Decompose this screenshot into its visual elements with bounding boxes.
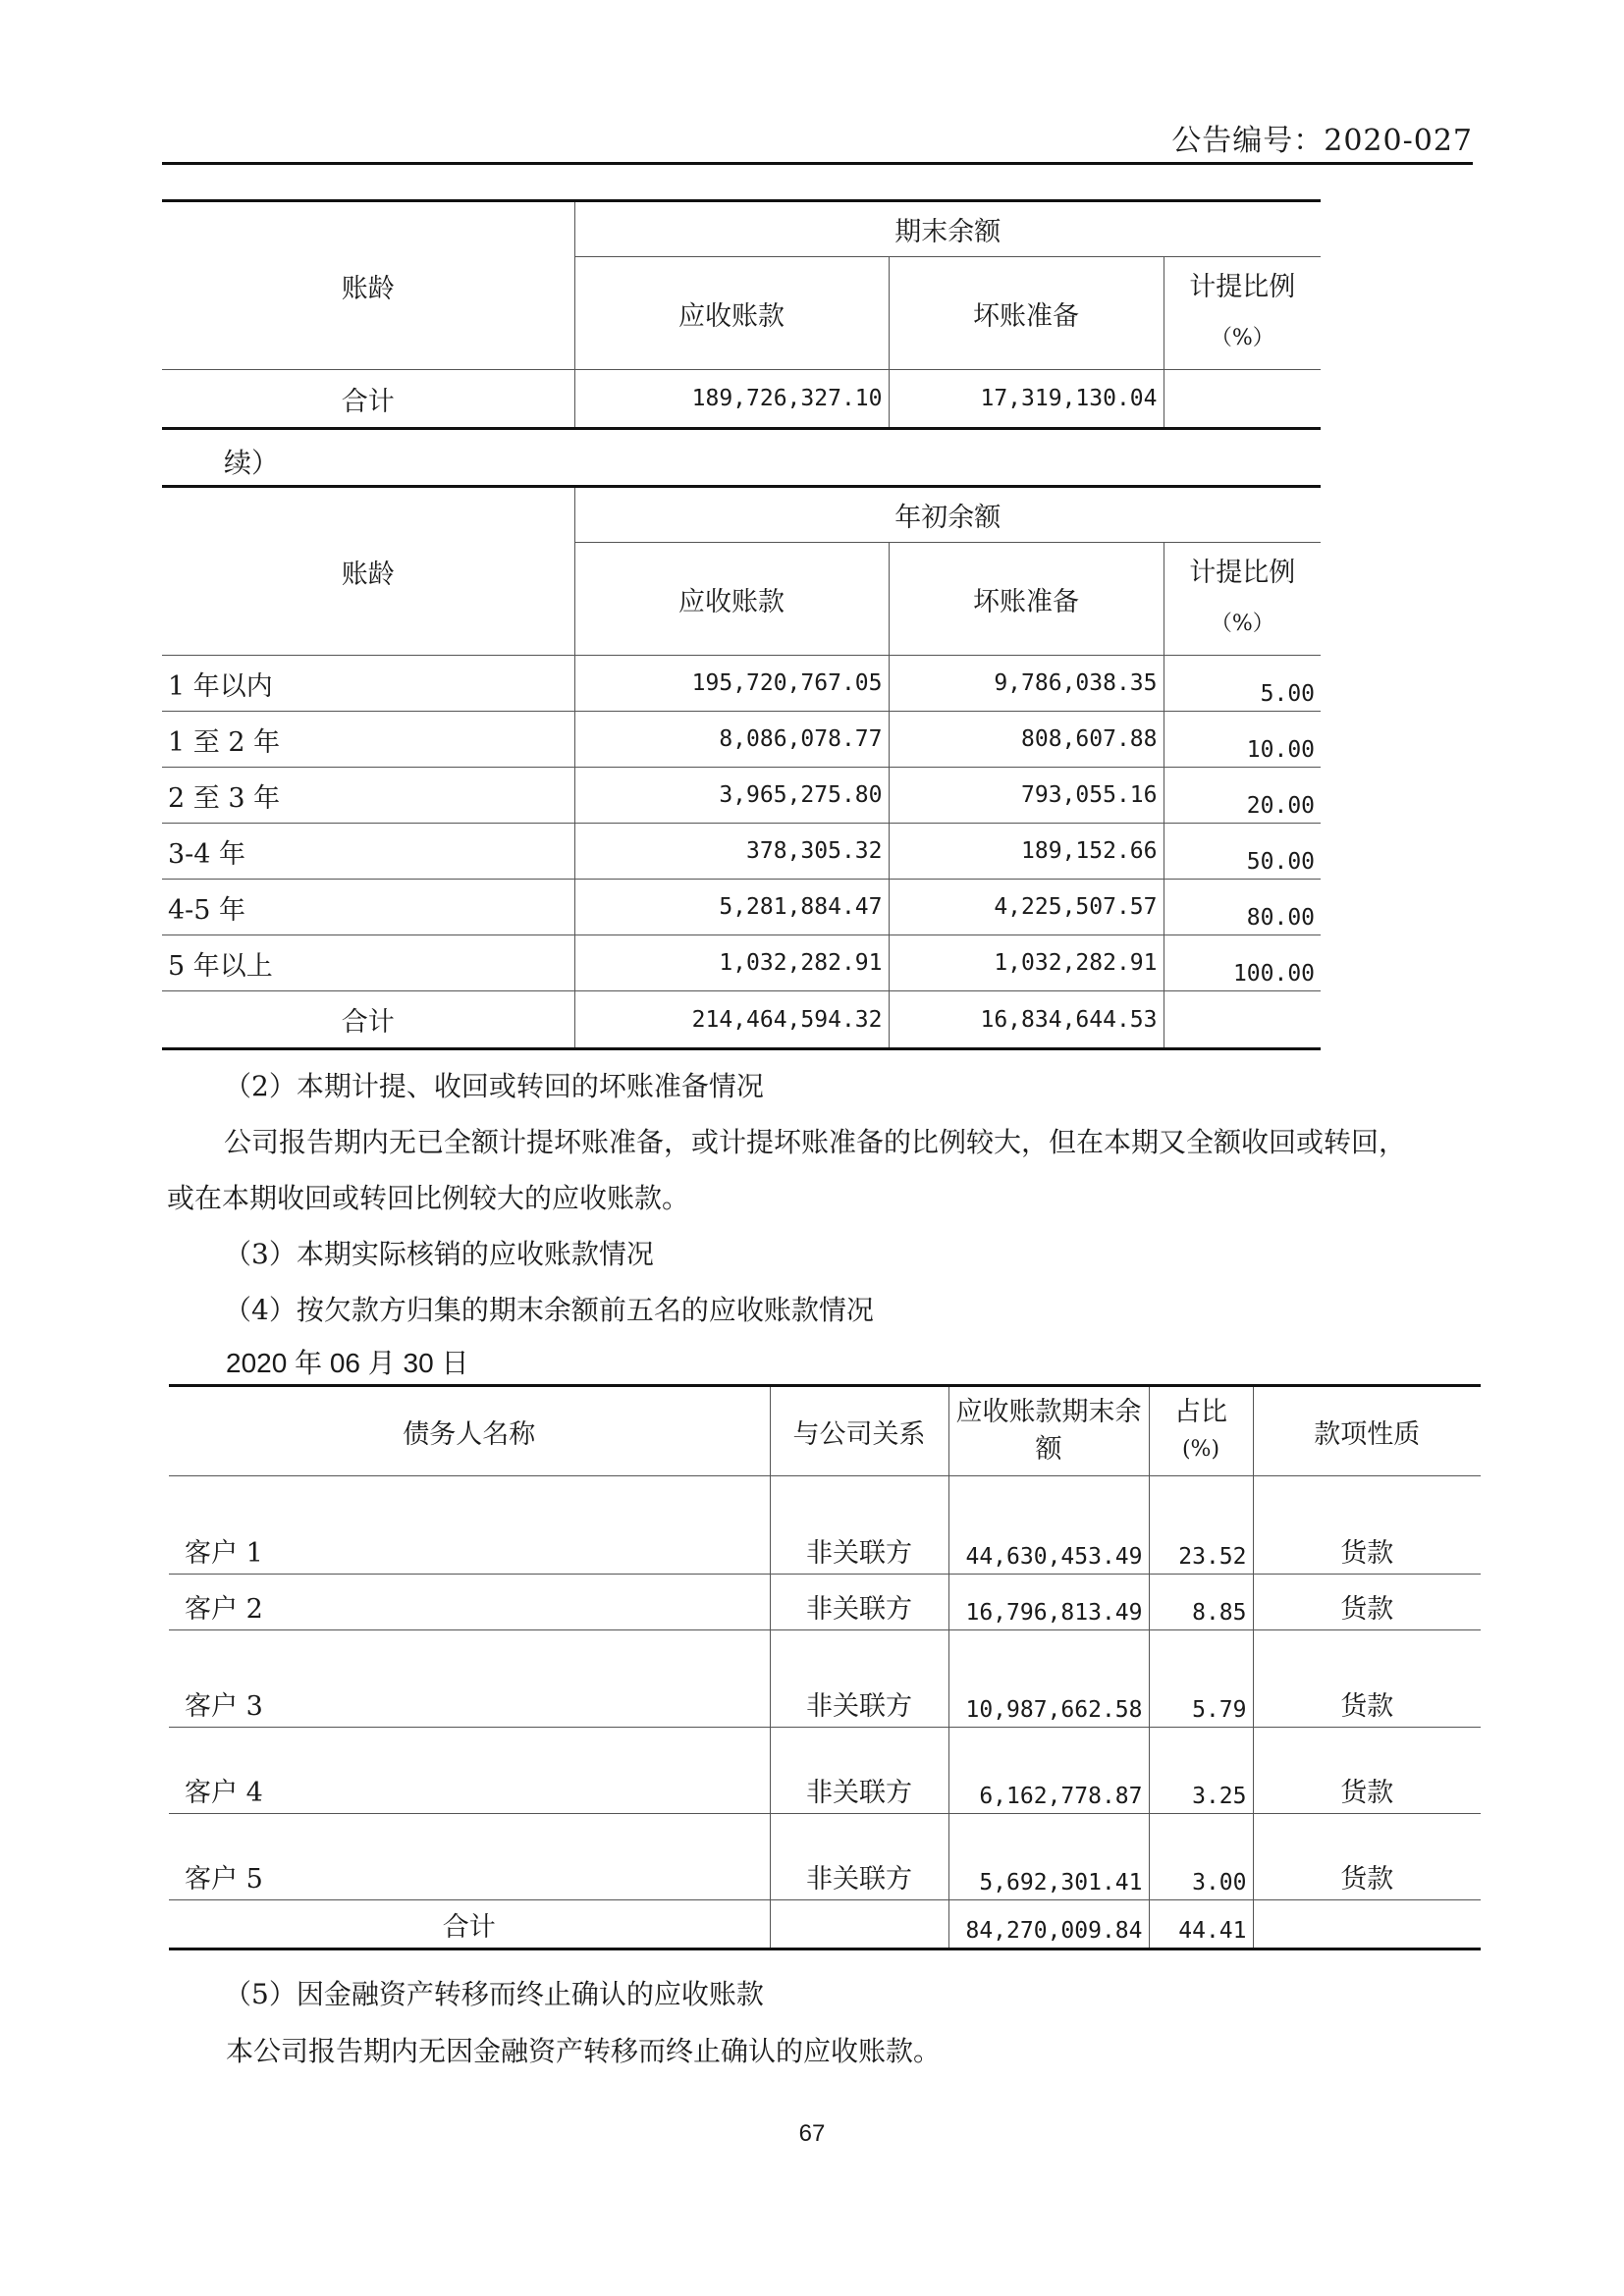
table3-col-share <box>1149 1386 1253 1476</box>
table2-bad-debt: 4,225,507.57 <box>889 880 1164 935</box>
page-number: 67 <box>798 2120 826 2147</box>
continued-label: 续） <box>224 447 280 479</box>
table1-col-ratio <box>1164 257 1321 370</box>
table3-col-amount-line2: 额 <box>1035 1434 1062 1465</box>
table1-col-bad-debt: 坏账准备 <box>889 257 1164 370</box>
table2-ratio: 80.00 <box>1164 880 1321 935</box>
table-row <box>169 1630 1481 1728</box>
table3-nature: 货款 <box>1253 1476 1481 1575</box>
table2-ratio: 100.00 <box>1164 935 1321 991</box>
table3-total-amount: 84,270,009.84 <box>948 1900 1149 1949</box>
table2-row-header: 账龄 <box>162 487 574 656</box>
table2-age: 3-4 年 <box>162 824 574 880</box>
aging-table-end-balance <box>162 199 1321 430</box>
table1-group-header: 期末余额 <box>574 201 1321 257</box>
table1-col-receivable: 应收账款 <box>574 257 889 370</box>
section4-date: 2020 年 06 月 30 日 <box>226 1348 469 1378</box>
table-row <box>162 712 1321 768</box>
table-row <box>169 1728 1481 1814</box>
table2-receivable: 378,305.32 <box>574 824 889 880</box>
table1-total-receivable: 189,726,327.10 <box>574 370 889 429</box>
table2-col-ratio-line2: （%） <box>1210 612 1274 636</box>
table1-total-bad-debt: 17,319,130.04 <box>889 370 1164 429</box>
table3-debtor-name: 客户 1 <box>169 1476 770 1575</box>
table2-age: 1 年以内 <box>162 656 574 712</box>
table3-col-relation: 与公司关系 <box>770 1386 948 1476</box>
table3-total-label: 合计 <box>169 1900 770 1949</box>
table3-col-nature: 款项性质 <box>1253 1386 1481 1476</box>
aging-table-beginning-balance <box>162 485 1321 1050</box>
table2-bad-debt: 189,152.66 <box>889 824 1164 880</box>
table3-share: 5.79 <box>1149 1630 1253 1728</box>
table3-col-amount <box>948 1386 1149 1476</box>
table3-relation: 非关联方 <box>770 1728 948 1814</box>
table3-relation: 非关联方 <box>770 1814 948 1900</box>
table2-bad-debt: 808,607.88 <box>889 712 1164 768</box>
table2-bad-debt: 1,032,282.91 <box>889 935 1164 991</box>
table2-total-ratio <box>1164 991 1321 1049</box>
table3-col-amount-line1: 应收账款期末余 <box>955 1397 1142 1427</box>
table-row <box>169 1575 1481 1630</box>
table2-bad-debt: 793,055.16 <box>889 768 1164 824</box>
section5-body: 本公司报告期内无因金融资产转移而终止确认的应收账款。 <box>226 2035 942 2067</box>
table2-ratio: 20.00 <box>1164 768 1321 824</box>
top-five-debtors-table <box>169 1384 1481 1950</box>
table3-relation: 非关联方 <box>770 1575 948 1630</box>
table2-age: 2 至 3 年 <box>162 768 574 824</box>
table2-receivable: 3,965,275.80 <box>574 768 889 824</box>
section2-title: （2）本期计提、收回或转回的坏账准备情况 <box>224 1070 764 1102</box>
table3-amount: 16,796,813.49 <box>948 1575 1149 1630</box>
table2-bad-debt: 9,786,038.35 <box>889 656 1164 712</box>
table1-row-header: 账龄 <box>162 201 574 370</box>
table3-nature: 货款 <box>1253 1630 1481 1728</box>
table3-total-nature <box>1253 1900 1481 1949</box>
table3-debtor-name: 客户 2 <box>169 1575 770 1630</box>
table-row <box>162 656 1321 712</box>
table2-ratio: 10.00 <box>1164 712 1321 768</box>
table3-amount: 44,630,453.49 <box>948 1476 1149 1575</box>
table1-total-row <box>162 370 1321 429</box>
table3-nature: 货款 <box>1253 1814 1481 1900</box>
table3-col-name: 债务人名称 <box>169 1386 770 1476</box>
table2-ratio: 5.00 <box>1164 656 1321 712</box>
table2-total-bad-debt: 16,834,644.53 <box>889 991 1164 1049</box>
table2-receivable: 8,086,078.77 <box>574 712 889 768</box>
table2-group-header: 年初余额 <box>574 487 1321 543</box>
table2-receivable: 5,281,884.47 <box>574 880 889 935</box>
table2-age: 1 至 2 年 <box>162 712 574 768</box>
table1-col-ratio-line1: 计提比例 <box>1189 272 1296 302</box>
table1-total-ratio <box>1164 370 1321 429</box>
table3-total-row <box>169 1900 1481 1949</box>
table3-total-relation <box>770 1900 948 1949</box>
table3-debtor-name: 客户 5 <box>169 1814 770 1900</box>
table3-col-share-line2: (%) <box>1181 1437 1220 1462</box>
table3-relation: 非关联方 <box>770 1476 948 1575</box>
table2-receivable: 1,032,282.91 <box>574 935 889 991</box>
table2-age: 5 年以上 <box>162 935 574 991</box>
table2-receivable: 195,720,767.05 <box>574 656 889 712</box>
table3-debtor-name: 客户 3 <box>169 1630 770 1728</box>
table2-total-receivable: 214,464,594.32 <box>574 991 889 1049</box>
section2-body-line1: 公司报告期内无已全额计提坏账准备，或计提坏账准备的比例较大，但在本期又全额收回或转回， <box>224 1126 1407 1158</box>
table3-col-share-line1: 占比 <box>1174 1397 1227 1427</box>
table2-col-ratio <box>1164 543 1321 656</box>
table-row <box>162 768 1321 824</box>
table1-col-ratio-line2: （%） <box>1210 326 1274 350</box>
table-row <box>169 1476 1481 1575</box>
table2-total-row <box>162 991 1321 1049</box>
section4-title: （4）按欠款方归集的期末余额前五名的应收账款情况 <box>224 1294 874 1326</box>
table3-amount: 6,162,778.87 <box>948 1728 1149 1814</box>
table3-debtor-name: 客户 4 <box>169 1728 770 1814</box>
section5-title: （5）因金融资产转移而终止确认的应收账款 <box>224 1978 764 2010</box>
section3-title: （3）本期实际核销的应收账款情况 <box>224 1238 654 1270</box>
header-rule <box>162 162 1473 165</box>
table1-total-label: 合计 <box>162 370 574 429</box>
table3-nature: 货款 <box>1253 1575 1481 1630</box>
table3-total-share: 44.41 <box>1149 1900 1253 1949</box>
table-row <box>162 935 1321 991</box>
table2-col-ratio-line1: 计提比例 <box>1189 558 1296 588</box>
table-row <box>162 880 1321 935</box>
table3-share: 23.52 <box>1149 1476 1253 1575</box>
table2-ratio: 50.00 <box>1164 824 1321 880</box>
table3-share: 3.25 <box>1149 1728 1253 1814</box>
table3-amount: 10,987,662.58 <box>948 1630 1149 1728</box>
table2-col-bad-debt: 坏账准备 <box>889 543 1164 656</box>
table2-col-receivable: 应收账款 <box>574 543 889 656</box>
section2-body-line2: 或在本期收回或转回比例较大的应收账款。 <box>167 1182 690 1214</box>
table3-share: 8.85 <box>1149 1575 1253 1630</box>
table2-total-label: 合计 <box>162 991 574 1049</box>
table3-nature: 货款 <box>1253 1728 1481 1814</box>
document-number: 公告编号：2020-027 <box>1171 124 1473 158</box>
table3-amount: 5,692,301.41 <box>948 1814 1149 1900</box>
table3-relation: 非关联方 <box>770 1630 948 1728</box>
table-row <box>162 824 1321 880</box>
table-row <box>169 1814 1481 1900</box>
table3-share: 3.00 <box>1149 1814 1253 1900</box>
table2-age: 4-5 年 <box>162 880 574 935</box>
